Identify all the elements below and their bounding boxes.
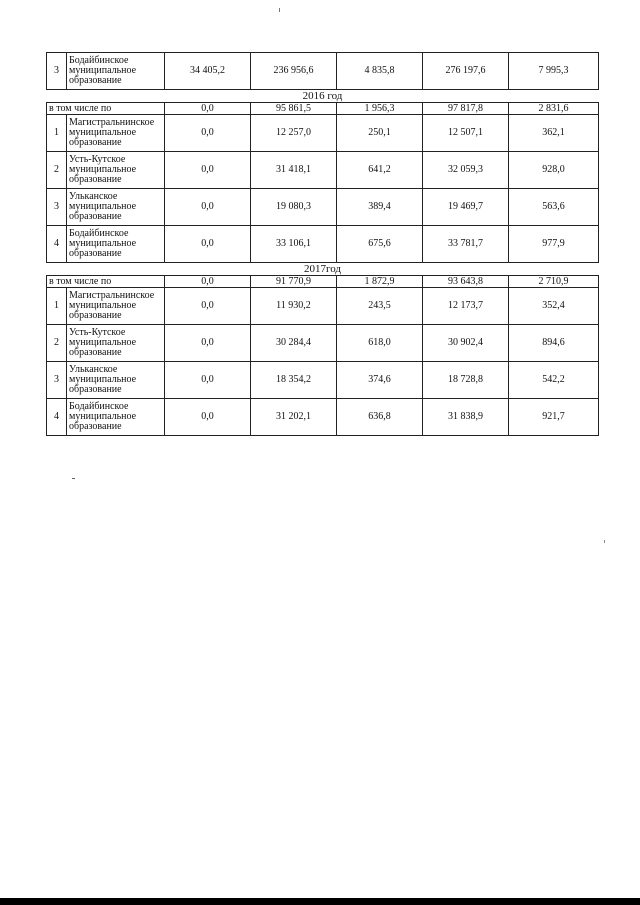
municipality-name-line: образование bbox=[69, 248, 122, 259]
municipality-name bbox=[67, 115, 165, 152]
municipality-name-line: образование bbox=[69, 75, 122, 86]
table-row bbox=[47, 325, 599, 362]
summary-label: в том числе по bbox=[47, 276, 165, 288]
value-cell: 11 930,2 bbox=[251, 288, 337, 325]
value-cell: 618,0 bbox=[337, 325, 423, 362]
municipality-name-line: образование bbox=[69, 137, 122, 148]
value-cell: 542,2 bbox=[509, 362, 599, 399]
value-cell: 31 202,1 bbox=[251, 399, 337, 436]
table-row bbox=[47, 189, 599, 226]
value-cell: 4 835,8 bbox=[337, 53, 423, 90]
municipality-name bbox=[67, 399, 165, 436]
value-cell: 33 781,7 bbox=[423, 226, 509, 263]
row-index: 1 bbox=[47, 115, 67, 152]
municipality-name-line: Усть-Кутское bbox=[69, 154, 126, 165]
row-index: 2 bbox=[47, 152, 67, 189]
summary-value: 93 643,8 bbox=[423, 276, 509, 288]
row-index: 1 bbox=[47, 288, 67, 325]
table-row bbox=[47, 399, 599, 436]
summary-value: 0,0 bbox=[165, 103, 251, 115]
value-cell: 0,0 bbox=[165, 399, 251, 436]
value-cell: 374,6 bbox=[337, 362, 423, 399]
summary-value: 0,0 bbox=[165, 276, 251, 288]
value-cell: 34 405,2 bbox=[165, 53, 251, 90]
value-cell: 18 354,2 bbox=[251, 362, 337, 399]
summary-label: в том числе по bbox=[47, 103, 165, 115]
value-cell: 675,6 bbox=[337, 226, 423, 263]
municipality-name-line: образование bbox=[69, 310, 122, 321]
value-cell: 7 995,3 bbox=[509, 53, 599, 90]
municipality-name-line: Бодайбинское bbox=[69, 55, 129, 66]
table-row bbox=[47, 362, 599, 399]
row-index: 4 bbox=[47, 226, 67, 263]
value-cell: 894,6 bbox=[509, 325, 599, 362]
municipality-name-line: Усть-Кутское bbox=[69, 327, 126, 338]
municipality-name-line: образование bbox=[69, 347, 122, 358]
municipality-name-line: образование bbox=[69, 384, 122, 395]
municipality-name-line: образование bbox=[69, 174, 122, 185]
table-row bbox=[47, 53, 599, 90]
value-cell: 31 838,9 bbox=[423, 399, 509, 436]
value-cell: 0,0 bbox=[165, 189, 251, 226]
scan-speck bbox=[604, 540, 605, 543]
row-index: 4 bbox=[47, 399, 67, 436]
value-cell: 18 728,8 bbox=[423, 362, 509, 399]
value-cell: 12 173,7 bbox=[423, 288, 509, 325]
municipality-name-line: Магистральнинское bbox=[69, 117, 155, 128]
municipality-name-line: муниципальное bbox=[69, 238, 137, 249]
summary-value: 1 956,3 bbox=[337, 103, 423, 115]
municipality-name-line: муниципальное bbox=[69, 65, 137, 76]
summary-value: 2 710,9 bbox=[509, 276, 599, 288]
summary-value: 1 872,9 bbox=[337, 276, 423, 288]
value-cell: 236 956,6 bbox=[251, 53, 337, 90]
municipality-name-line: муниципальное bbox=[69, 164, 137, 175]
value-cell: 0,0 bbox=[165, 288, 251, 325]
value-cell: 636,8 bbox=[337, 399, 423, 436]
scan-speck bbox=[72, 478, 75, 479]
municipality-name-line: Бодайбинское bbox=[69, 228, 129, 239]
value-cell: 19 080,3 bbox=[251, 189, 337, 226]
summary-row bbox=[47, 103, 599, 115]
table-row bbox=[47, 152, 599, 189]
value-cell: 30 284,4 bbox=[251, 325, 337, 362]
municipality-name-line: муниципальное bbox=[69, 300, 137, 311]
document-table bbox=[46, 52, 598, 436]
municipality-name-line: Магистральнинское bbox=[69, 290, 155, 301]
municipality-name-line: муниципальное bbox=[69, 127, 137, 138]
value-cell: 389,4 bbox=[337, 189, 423, 226]
table-row bbox=[47, 226, 599, 263]
municipality-name bbox=[67, 362, 165, 399]
municipality-name-line: Ульканское bbox=[69, 191, 118, 202]
value-cell: 0,0 bbox=[165, 362, 251, 399]
row-index: 3 bbox=[47, 53, 67, 90]
value-cell: 921,7 bbox=[509, 399, 599, 436]
table-row bbox=[47, 288, 599, 325]
value-cell: 276 197,6 bbox=[423, 53, 509, 90]
municipality-name-line: муниципальное bbox=[69, 374, 137, 385]
year-title: 2017год bbox=[303, 263, 342, 275]
value-cell: 0,0 bbox=[165, 152, 251, 189]
municipality-name-line: образование bbox=[69, 421, 122, 432]
row-index: 2 bbox=[47, 325, 67, 362]
scan-speck bbox=[279, 8, 280, 12]
funding-table bbox=[46, 52, 599, 436]
value-cell: 31 418,1 bbox=[251, 152, 337, 189]
value-cell: 33 106,1 bbox=[251, 226, 337, 263]
municipality-name-line: Бодайбинское bbox=[69, 401, 129, 412]
value-cell: 977,9 bbox=[509, 226, 599, 263]
value-cell: 12 507,1 bbox=[423, 115, 509, 152]
summary-row bbox=[47, 276, 599, 288]
value-cell: 19 469,7 bbox=[423, 189, 509, 226]
municipality-name bbox=[67, 189, 165, 226]
value-cell: 30 902,4 bbox=[423, 325, 509, 362]
year-row bbox=[47, 90, 599, 103]
municipality-name bbox=[67, 226, 165, 263]
value-cell: 250,1 bbox=[337, 115, 423, 152]
municipality-name-line: муниципальное bbox=[69, 411, 137, 422]
value-cell: 928,0 bbox=[509, 152, 599, 189]
value-cell: 0,0 bbox=[165, 115, 251, 152]
table-row bbox=[47, 115, 599, 152]
municipality-name-line: Ульканское bbox=[69, 364, 118, 375]
row-index: 3 bbox=[47, 362, 67, 399]
value-cell: 0,0 bbox=[165, 325, 251, 362]
municipality-name-line: муниципальное bbox=[69, 201, 137, 212]
municipality-name bbox=[67, 325, 165, 362]
value-cell: 243,5 bbox=[337, 288, 423, 325]
scan-edge-bar bbox=[0, 898, 640, 905]
row-index: 3 bbox=[47, 189, 67, 226]
summary-value: 97 817,8 bbox=[423, 103, 509, 115]
summary-value: 2 831,6 bbox=[509, 103, 599, 115]
value-cell: 32 059,3 bbox=[423, 152, 509, 189]
year-title: 2016 год bbox=[302, 90, 343, 102]
value-cell: 12 257,0 bbox=[251, 115, 337, 152]
municipality-name-line: образование bbox=[69, 211, 122, 222]
summary-value: 95 861,5 bbox=[251, 103, 337, 115]
value-cell: 563,6 bbox=[509, 189, 599, 226]
table-body bbox=[47, 53, 599, 436]
municipality-name bbox=[67, 288, 165, 325]
value-cell: 362,1 bbox=[509, 115, 599, 152]
year-row bbox=[47, 263, 599, 276]
municipality-name-line: муниципальное bbox=[69, 337, 137, 348]
value-cell: 0,0 bbox=[165, 226, 251, 263]
summary-value: 91 770,9 bbox=[251, 276, 337, 288]
municipality-name bbox=[67, 53, 165, 90]
municipality-name bbox=[67, 152, 165, 189]
value-cell: 352,4 bbox=[509, 288, 599, 325]
value-cell: 641,2 bbox=[337, 152, 423, 189]
